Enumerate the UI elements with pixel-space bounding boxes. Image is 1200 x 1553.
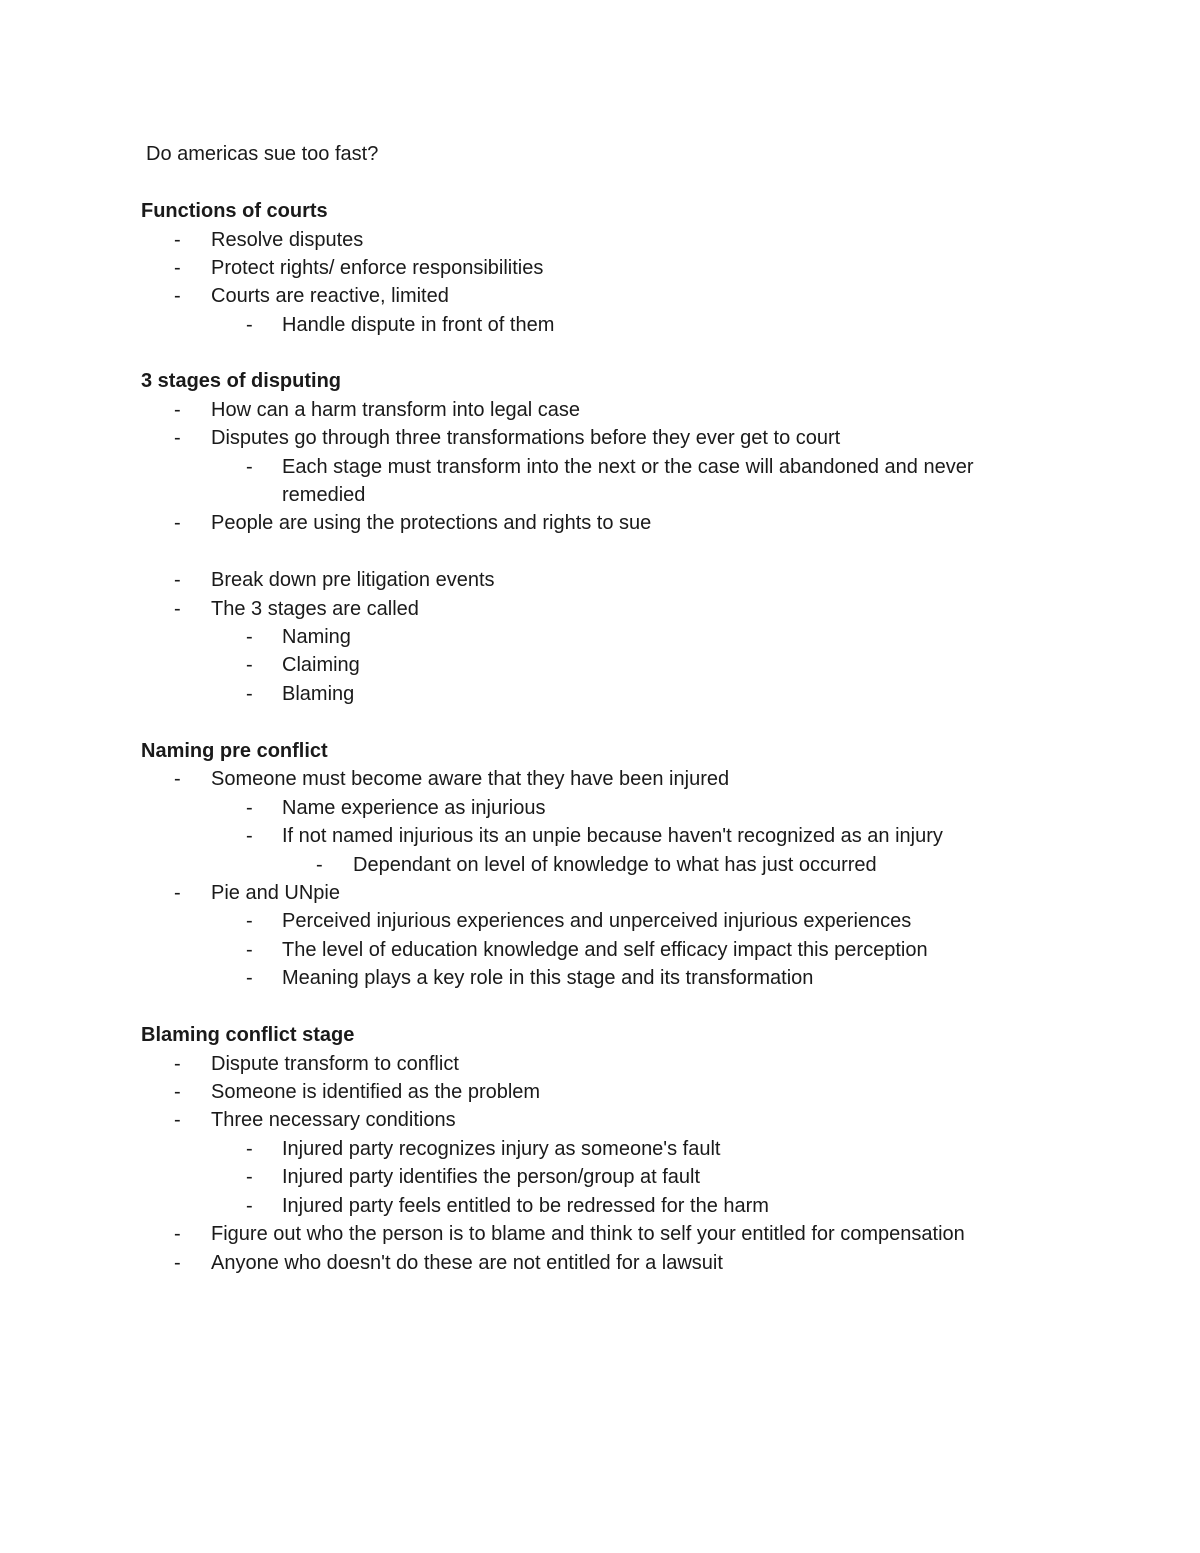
bullet-dash: - <box>246 683 253 705</box>
bullet-dash: - <box>174 882 181 904</box>
list-item: Naming <box>282 626 351 648</box>
list-item: Blaming <box>282 683 355 705</box>
section-heading-naming-pre-conflict: Naming pre conflict <box>141 740 328 762</box>
list-item: Pie and UNpie <box>211 882 340 904</box>
bullet-dash: - <box>174 427 181 449</box>
section-heading-3-stages-of-disputing: 3 stages of disputing <box>141 370 342 392</box>
list-item: Disputes go through three transformations before they ever get to court <box>211 427 841 449</box>
bullet-dash: - <box>246 1138 253 1160</box>
list-item: Someone must become aware that they have been injured <box>211 768 730 790</box>
bullet-dash: - <box>246 314 253 336</box>
bullet-dash: - <box>174 285 181 307</box>
bullet-dash: - <box>174 1252 181 1274</box>
bullet-dash: - <box>174 1223 181 1245</box>
bullet-dash: - <box>174 512 181 534</box>
section-heading-functions-of-courts: Functions of courts <box>141 200 328 222</box>
list-item: Meaning plays a key role in this stage and its transformation <box>282 967 814 989</box>
list-item: Someone is identified as the problem <box>211 1081 541 1103</box>
list-item: The 3 stages are called <box>211 598 419 620</box>
list-item: Handle dispute in front of them <box>282 314 555 336</box>
bullet-dash: - <box>174 569 181 591</box>
bullet-dash: - <box>246 1195 253 1217</box>
bullet-dash: - <box>246 797 253 819</box>
list-item: Resolve disputes <box>211 229 364 251</box>
bullet-dash: - <box>246 456 253 478</box>
document-title: Do americas sue too fast? <box>146 143 379 165</box>
bullet-dash: - <box>246 939 253 961</box>
list-item: Courts are reactive, limited <box>211 285 449 307</box>
list-item: Three necessary conditions <box>211 1109 456 1131</box>
list-item-continuation: remedied <box>282 484 366 506</box>
list-item: Perceived injurious experiences and unperceived injurious experiences <box>282 910 912 932</box>
list-item: Name experience as injurious <box>282 797 546 819</box>
list-item: People are using the protections and rights to sue <box>211 512 652 534</box>
list-item: The level of education knowledge and self efficacy impact this perception <box>282 939 928 961</box>
bullet-dash: - <box>174 598 181 620</box>
bullet-dash: - <box>246 1166 253 1188</box>
list-item: Protect rights/ enforce responsibilities <box>211 257 544 279</box>
bullet-dash: - <box>246 825 253 847</box>
list-item: Anyone who doesn't do these are not entitled for a lawsuit <box>211 1252 723 1274</box>
list-item: Break down pre litigation events <box>211 569 495 591</box>
list-item: Figure out who the person is to blame and think to self your entitled for compensation <box>211 1223 965 1245</box>
list-item: Injured party identifies the person/group at fault <box>282 1166 701 1188</box>
bullet-dash: - <box>174 1053 181 1075</box>
list-item: Dispute transform to conflict <box>211 1053 459 1075</box>
bullet-dash: - <box>174 257 181 279</box>
bullet-dash: - <box>246 967 253 989</box>
bullet-dash: - <box>246 626 253 648</box>
bullet-dash: - <box>174 768 181 790</box>
bullet-dash: - <box>174 399 181 421</box>
list-item: Injured party feels entitled to be redressed for the harm <box>282 1195 769 1217</box>
bullet-dash: - <box>316 854 323 876</box>
bullet-dash: - <box>174 1109 181 1131</box>
bullet-dash: - <box>174 1081 181 1103</box>
list-item: Injured party recognizes injury as someone's fault <box>282 1138 721 1160</box>
list-item: If not named injurious its an unpie because haven't recognized as an injury <box>282 825 943 847</box>
list-item: Each stage must transform into the next or the case will abandoned and never <box>282 456 974 478</box>
list-item: Dependant on level of knowledge to what has just occurred <box>353 854 877 876</box>
bullet-dash: - <box>174 229 181 251</box>
list-item: Claiming <box>282 654 360 676</box>
section-heading-blaming-conflict-stage: Blaming conflict stage <box>141 1024 355 1046</box>
bullet-dash: - <box>246 654 253 676</box>
list-item: How can a harm transform into legal case <box>211 399 581 421</box>
bullet-dash: - <box>246 910 253 932</box>
